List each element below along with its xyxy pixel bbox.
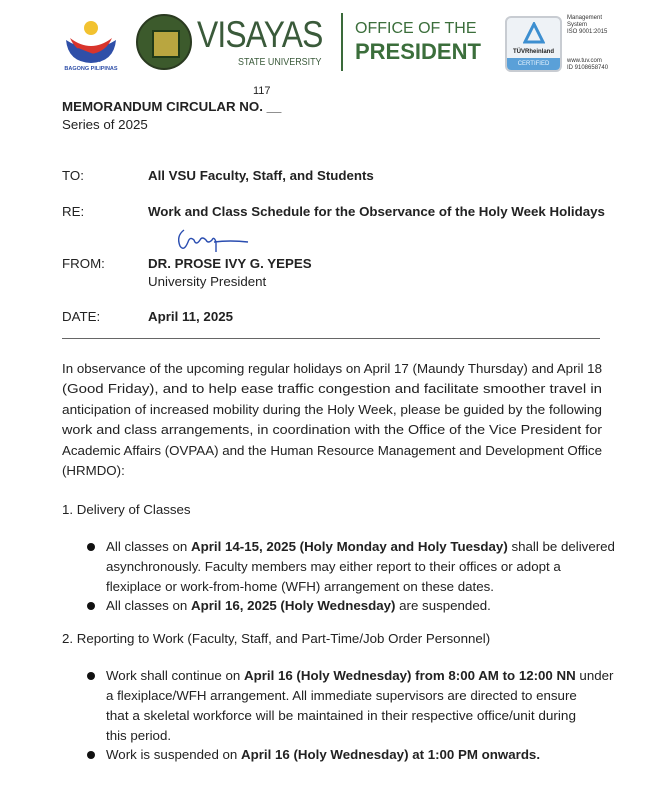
section1-line [106, 539, 615, 555]
bullet-icon [87, 543, 95, 551]
section2-line [106, 688, 577, 704]
text: Academic Affairs (OVPAA) and the Human Resource Management and Development Office [62, 443, 602, 458]
bold-text: April 16, 2025 (Holy Wednesday) [191, 598, 396, 613]
president-text: PRESIDENT [355, 39, 481, 64]
from-name: DR. PROSE IVY G. YEPES [148, 256, 312, 271]
intro-line [62, 402, 602, 418]
tuv-triangle-icon [523, 22, 545, 46]
text: under [575, 668, 614, 683]
text: this period. [106, 728, 172, 743]
intro-line [62, 443, 602, 459]
to-label: TO: [62, 168, 84, 183]
section1-line [106, 579, 494, 595]
memo-series: Series of 2025 [62, 117, 148, 132]
date-value: April 11, 2025 [148, 309, 234, 324]
date-label: DATE: [62, 309, 101, 324]
intro-line [62, 422, 602, 438]
text: that a skeletal workforce will be maintained in their respective office/unit during [106, 708, 576, 723]
from-label: FROM: [62, 256, 105, 271]
bagong-pilipinas-text: BAGONG PILIPINAS [64, 66, 118, 72]
intro-line [62, 463, 125, 479]
bullet-icon [87, 751, 95, 759]
bold-text: April 14-15, 2025 (Holy Monday and Holy Tuesday) [191, 539, 508, 554]
text: (HRMDO): [62, 463, 125, 478]
text: Work shall continue on [106, 668, 244, 683]
section2-line [106, 708, 576, 724]
text: (Good Friday), and to help ease traffic congestion and facilitate smoother travel in [62, 381, 602, 396]
vsu-seal-logo [136, 14, 192, 70]
office-of-the-text: OFFICE OF THE [355, 20, 477, 37]
text: work and class arrangements, in coordination with the Office of the Vice President for [62, 422, 602, 437]
university-subtitle: STATE UNIVERSITY [238, 56, 322, 68]
section2-line [106, 747, 540, 763]
section2-heading: 2. Reporting to Work (Faculty, Staff, and Part-Time/Job Order Personnel) [62, 631, 491, 646]
cert-line1: Management [567, 15, 603, 21]
signature [170, 226, 250, 254]
cert-line2: System [567, 22, 588, 28]
section1-line [106, 559, 561, 575]
cert-url: www.tuv.com [567, 58, 602, 64]
re-label: RE: [62, 204, 85, 219]
intro-line [62, 361, 602, 377]
certified-badge: CERTIFIED [507, 58, 560, 70]
text: anticipation of increased mobility during the Holy Week, please be guided by the following [62, 402, 602, 417]
section1-heading: 1. Delivery of Classes [62, 502, 191, 517]
text: asynchronously. Faculty members may either report to their offices or adopt a [106, 559, 561, 574]
cert-id: ID 9108658740 [567, 65, 609, 71]
text: are suspended. [395, 598, 491, 613]
text: flexiplace or work-from-home (WFH) arrangement on these dates. [106, 579, 494, 594]
section2-line [106, 668, 613, 684]
section1-line [106, 598, 491, 614]
bold-text: April 16 (Holy Wednesday) from 8:00 AM to 12:00 NN [243, 668, 576, 683]
university-name: VISAYAS [197, 14, 323, 55]
memo-title: MEMORANDUM CIRCULAR NO. __ [62, 99, 282, 114]
header-rule [62, 338, 600, 339]
bullet-icon [87, 672, 95, 680]
tuv-certified-logo [505, 16, 562, 72]
cert-info [567, 15, 608, 72]
tuv-brand: TÜVRheinland [512, 49, 554, 55]
text: All classes on [106, 539, 191, 554]
bullet-icon [87, 602, 95, 610]
from-title: University President [148, 274, 267, 289]
cert-line3: ISO 9001:2015 [567, 29, 608, 35]
memo-number: 117 [253, 85, 271, 97]
bold-text: April 16 (Holy Wednesday) at 1:00 PM onwards. [241, 747, 541, 762]
text: All classes on [106, 598, 191, 613]
re-value: Work and Class Schedule for the Observance of the Holy Week Holidays [148, 204, 605, 219]
text: a flexiplace/WFH arrangement. All immediate supervisors are directed to ensure [106, 688, 577, 703]
text: In observance of the upcoming regular holidays on April 17 (Maundy Thursday) and April 18 [62, 361, 602, 376]
section2-line [106, 728, 171, 744]
header-divider [341, 13, 343, 71]
text: shall be delivered [507, 539, 615, 554]
bagong-pilipinas-logo [60, 18, 122, 76]
intro-line [62, 381, 602, 397]
text: Work is suspended on [106, 747, 242, 762]
to-value: All VSU Faculty, Staff, and Students [148, 168, 374, 183]
